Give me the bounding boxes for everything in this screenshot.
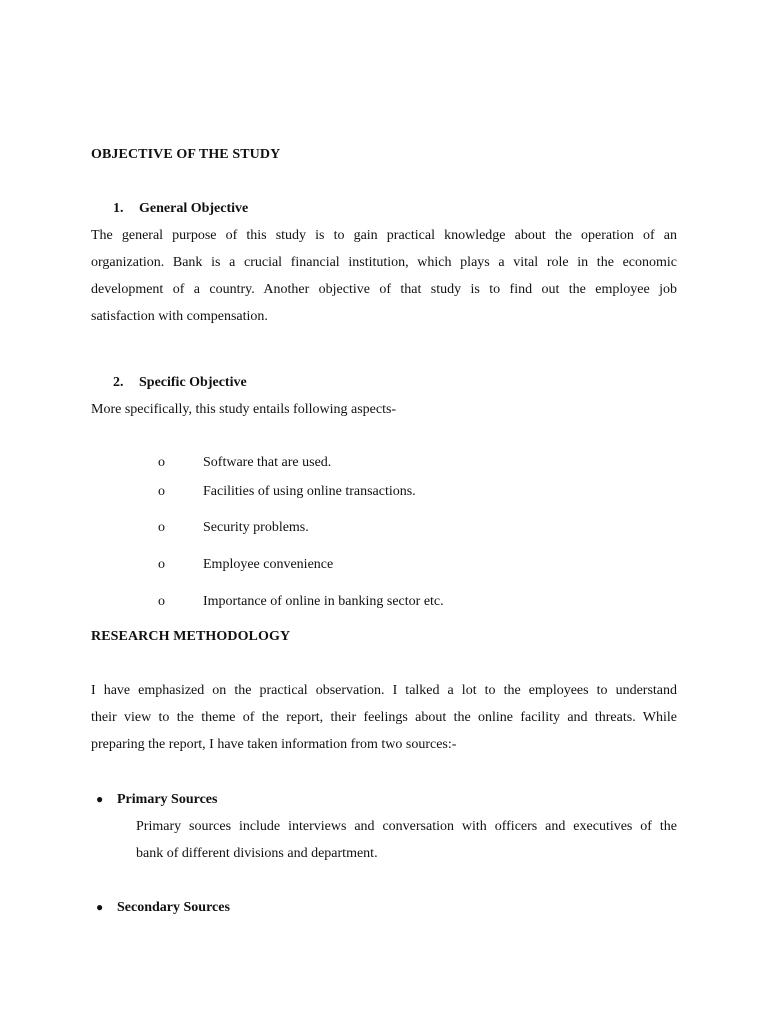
paragraph-line: Primary sources include interviews and conversation with officers and executives of the (136, 819, 677, 834)
specific-objective-number: 2. (113, 375, 124, 390)
list-item-text: Security problems. (203, 520, 309, 535)
bullet-marker: ● (96, 900, 104, 914)
paragraph-line: development of a country. Another objective of that study is to find out the employee job (91, 282, 677, 297)
primary-sources-title: Primary Sources (117, 792, 218, 807)
bullet-marker: o (158, 484, 165, 499)
list-item-text: Importance of online in banking sector etc. (203, 594, 444, 609)
bullet-marker: o (158, 594, 165, 609)
methodology-paragraph (91, 677, 677, 758)
list-item (158, 520, 309, 536)
list-item-text: Facilities of using online transactions. (203, 484, 416, 499)
secondary-sources-item (96, 900, 230, 916)
methodology-heading: RESEARCH METHODOLOGY (91, 629, 291, 644)
paragraph-line: bank of different divisions and department. (136, 846, 378, 861)
general-objective-paragraph (91, 222, 677, 330)
list-item (158, 594, 444, 610)
paragraph-line: organization. Bank is a crucial financial institution, which plays a vital role in the economic (91, 255, 677, 270)
primary-sources-item (96, 792, 217, 808)
bullet-marker: o (158, 520, 165, 535)
specific-objective-intro: More specifically, this study entails following aspects- (91, 402, 397, 417)
general-objective-number: 1. (113, 201, 124, 216)
specific-objective-title: Specific Objective (139, 375, 247, 390)
primary-sources-paragraph (136, 813, 677, 867)
paragraph-line: I have emphasized on the practical observation. I talked a lot to the employees to understand (91, 683, 677, 698)
secondary-sources-title: Secondary Sources (117, 900, 230, 915)
list-item (158, 455, 331, 471)
list-item-text: Employee convenience (203, 557, 334, 572)
paragraph-line: The general purpose of this study is to gain practical knowledge about the operation of an (91, 228, 677, 243)
bullet-marker: o (158, 557, 165, 572)
paragraph-line: their view to the theme of the report, their feelings about the online facility and threats. While (91, 710, 677, 725)
bullet-marker: ● (96, 792, 104, 806)
general-objective-title: General Objective (139, 201, 249, 216)
objective-heading: OBJECTIVE OF THE STUDY (91, 147, 281, 162)
specific-objective-heading (113, 375, 247, 391)
list-item-text: Software that are used. (203, 455, 332, 470)
general-objective-heading (113, 201, 248, 217)
paragraph-line: satisfaction with compensation. (91, 309, 268, 324)
paragraph-line: preparing the report, I have taken information from two sources:- (91, 737, 457, 752)
list-item (158, 484, 416, 500)
list-item (158, 557, 333, 573)
bullet-marker: o (158, 455, 165, 470)
